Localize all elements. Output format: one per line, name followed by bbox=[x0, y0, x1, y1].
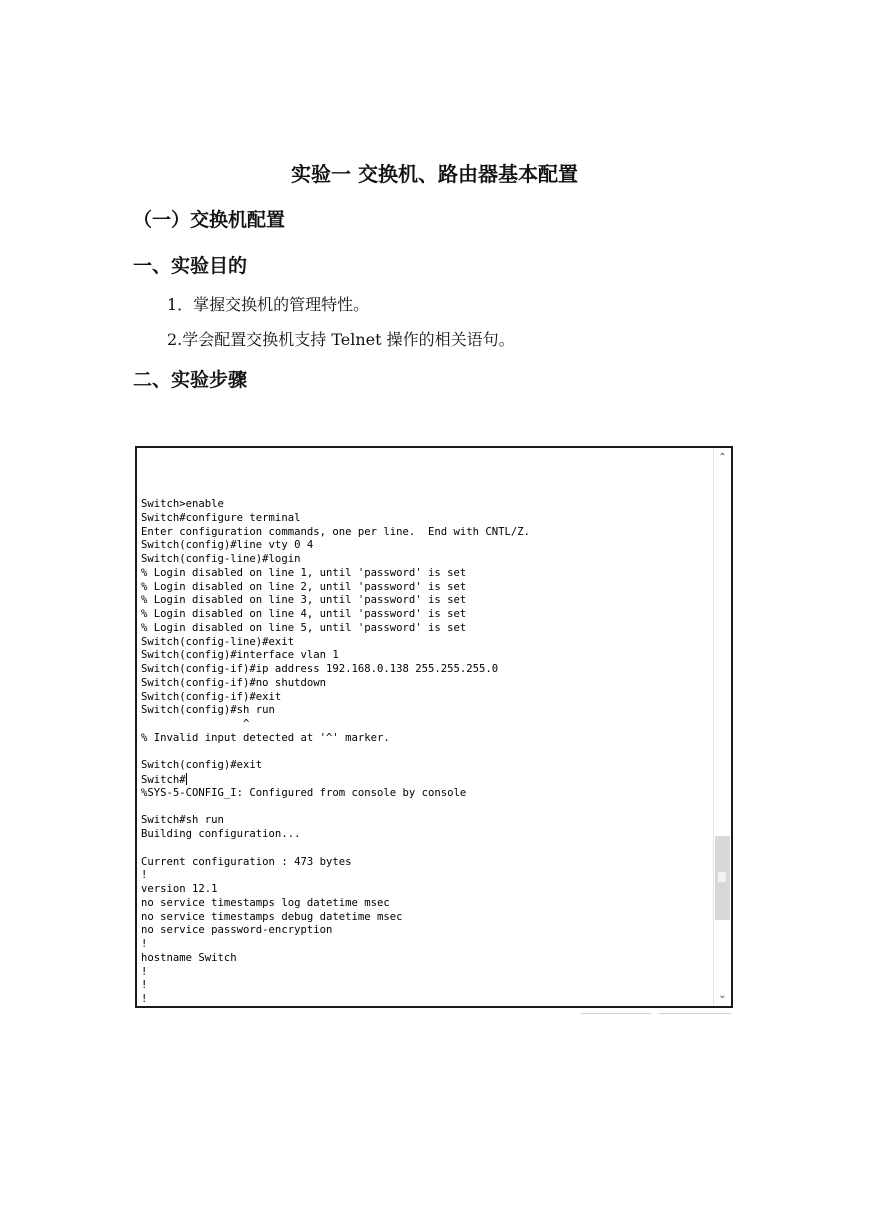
terminal-line bbox=[141, 746, 711, 760]
section-heading-steps: 二、实验步骤 bbox=[133, 369, 248, 391]
subheading-switch-config: （一）交换机配置 bbox=[133, 209, 286, 231]
terminal-line: ! bbox=[141, 869, 148, 882]
terminal-line: Enter configuration commands, one per line. End with CNTL/Z. bbox=[141, 525, 531, 538]
terminal-line: % Login disabled on line 2, until 'password' is set bbox=[141, 580, 467, 593]
terminal-line: Switch(config-if)#ip address 192.168.0.138 255.255.255.0 bbox=[141, 663, 499, 675]
terminal-line: Switch(config-if)#no shutdown bbox=[141, 676, 326, 689]
terminal-line bbox=[141, 842, 711, 856]
terminal-output[interactable] bbox=[141, 498, 711, 1007]
grip-icon bbox=[718, 872, 726, 882]
terminal-line: Switch(config)#exit bbox=[141, 759, 263, 772]
terminal-line: ! bbox=[141, 979, 148, 992]
terminal-line: Switch>enable bbox=[141, 498, 224, 510]
terminal-line: %SYS-5-CONFIG_I: Configured from console by console bbox=[141, 786, 467, 799]
chevron-up-icon[interactable]: ⌃ bbox=[718, 452, 727, 463]
terminal-line: ! bbox=[141, 938, 148, 950]
terminal-line: Switch(config-line)#login bbox=[141, 553, 301, 565]
divider bbox=[581, 1013, 651, 1014]
terminal-line: ! bbox=[141, 993, 148, 1005]
terminal-line: no service timestamps log datetime msec bbox=[141, 896, 390, 909]
divider bbox=[659, 1013, 731, 1014]
terminal-window[interactable] bbox=[135, 446, 733, 1008]
terminal-line: Switch# bbox=[141, 774, 186, 786]
terminal-line: Switch(config)#interface vlan 1 bbox=[141, 649, 339, 662]
vertical-scrollbar[interactable] bbox=[713, 448, 731, 1006]
terminal-line: ! bbox=[141, 965, 148, 978]
goal-item: 2.学会配置交换机支持 Telnet 操作的相关语句。 bbox=[167, 330, 515, 349]
terminal-line: % Login disabled on line 1, until 'password' is set bbox=[141, 566, 467, 579]
terminal-line: hostname Switch bbox=[141, 951, 237, 964]
terminal-line: % Login disabled on line 4, until 'password' is set bbox=[141, 608, 467, 620]
section-heading-purpose: 一、实验目的 bbox=[133, 255, 248, 277]
document-title: 实验一 交换机、路由器基本配置 bbox=[291, 162, 578, 186]
terminal-line: Building configuration... bbox=[141, 828, 301, 840]
terminal-line bbox=[141, 801, 711, 815]
terminal-line: % Login disabled on line 5, until 'password' is set bbox=[141, 621, 467, 634]
terminal-line: Switch#sh run bbox=[141, 814, 224, 827]
terminal-line: Current configuration : 473 bytes bbox=[141, 855, 352, 868]
terminal-line: no service password-encryption bbox=[141, 924, 333, 937]
goal-item: 1．掌握交换机的管理特性。 bbox=[167, 295, 370, 314]
text-cursor bbox=[186, 773, 187, 785]
scroll-thumb[interactable] bbox=[715, 836, 730, 920]
terminal-line: no service timestamps debug datetime msec bbox=[141, 910, 403, 923]
terminal-line: Switch(config-line)#exit bbox=[141, 635, 295, 648]
terminal-line: % Invalid input detected at '^' marker. bbox=[141, 731, 390, 744]
terminal-line: % Login disabled on line 3, until 'password' is set bbox=[141, 594, 467, 607]
chevron-down-icon[interactable]: ⌄ bbox=[718, 990, 727, 1001]
terminal-line: Switch#configure terminal bbox=[141, 511, 301, 524]
terminal-line: Switch(config)#sh run bbox=[141, 704, 275, 717]
terminal-line: ^ bbox=[141, 718, 250, 730]
terminal-line: Switch(config)#line vty 0 4 bbox=[141, 539, 314, 552]
terminal-line: Switch(config-if)#exit bbox=[141, 690, 282, 703]
terminal-line: version 12.1 bbox=[141, 883, 218, 895]
